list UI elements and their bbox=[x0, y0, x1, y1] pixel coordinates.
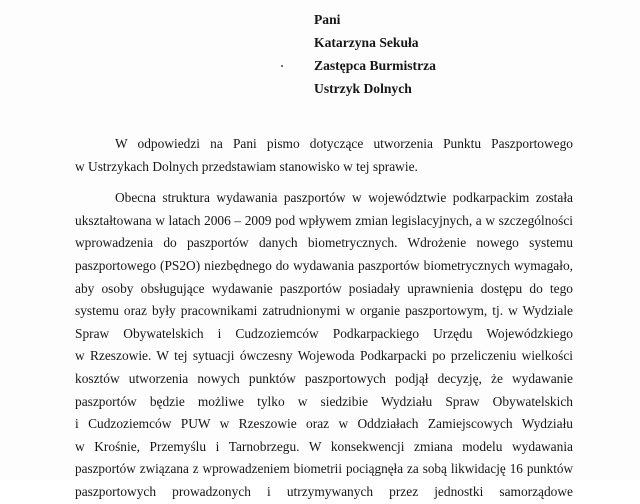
recipient-address-block bbox=[314, 8, 436, 100]
paragraph-gap bbox=[75, 178, 573, 187]
recipient-office: Ustrzyk Dolnych bbox=[314, 81, 412, 96]
paragraph-2-line-6: systemu oraz były pracownikami zatrudnionymi w organie paszportowym, tj. w Wydziale bbox=[75, 303, 573, 319]
recipient-position: Zastępca Burmistrza bbox=[314, 58, 436, 73]
paragraph-2-line-8: w Rzeszowie. W tej sytuacji ówczesny Wojewoda Podkarpacki po przeliczeniu wielkości bbox=[75, 348, 573, 364]
letter-body bbox=[75, 133, 573, 504]
paragraph-2-line-11: i Cudzoziemców PUW w Rzeszowie oraz w Oddziałach Zamiejscowych Wydziału bbox=[75, 416, 573, 432]
paragraph-2-line-3: wprowadzenia do paszportów danych biometrycznych. Wdrożenie nowego systemu bbox=[75, 235, 573, 251]
scan-speck bbox=[281, 65, 283, 67]
paragraph-2-line-14: paszportowych prowadzonych i utrzymywanych przez jednostki samorządowe bbox=[75, 483, 573, 499]
paragraph-2-line-13: paszportów związana z wprowadzeniem biometrii pociągnęła za sobą likwidację 16 punktów bbox=[75, 461, 573, 477]
paragraph-2-line-5: aby osoby obsługujące wydawanie paszportów posiadały uprawnienia dostępu do tego bbox=[75, 280, 573, 296]
paragraph-2-line-9: kosztów utworzenia nowych punktów paszportowych podjął decyzję, że wydawanie bbox=[75, 370, 573, 386]
recipient-name: Katarzyna Sekuła bbox=[314, 35, 419, 50]
paragraph-2-line-2: ukształtowana w latach 2006 – 2009 pod wpływem zmian legislacyjnych, a w szczególności bbox=[75, 212, 573, 228]
paragraph-2-line-12: w Krośnie, Przemyślu i Tarnobrzegu. W konsekwencji zmiana modelu wydawania bbox=[75, 438, 573, 454]
paragraph-2-line-10: paszportów będzie możliwe tylko w siedzibie Wydziału Spraw Obywatelskich bbox=[75, 393, 573, 409]
paragraph-2-line-1: Obecna struktura wydawania paszportów w województwie podkarpackim została bbox=[115, 190, 573, 206]
recipient-salutation: Pani bbox=[314, 12, 341, 27]
paragraph-2-line-7: Spraw Obywatelskich i Cudzoziemców Podkarpackiego Urzędu Wojewódzkiego bbox=[75, 325, 573, 341]
paragraph-1-line-1: W odpowiedzi na Pani pismo dotyczące utworzenia Punktu Paszportowego bbox=[115, 136, 573, 151]
paragraph-1-line-2: w Ustrzykach Dolnych przedstawiam stanowisko w tej sprawie. bbox=[75, 158, 418, 174]
paragraph-2-line-4: paszportowego (PS2O) niezbędnego do wydawania paszportów biometrycznych wymagało, bbox=[75, 257, 573, 273]
